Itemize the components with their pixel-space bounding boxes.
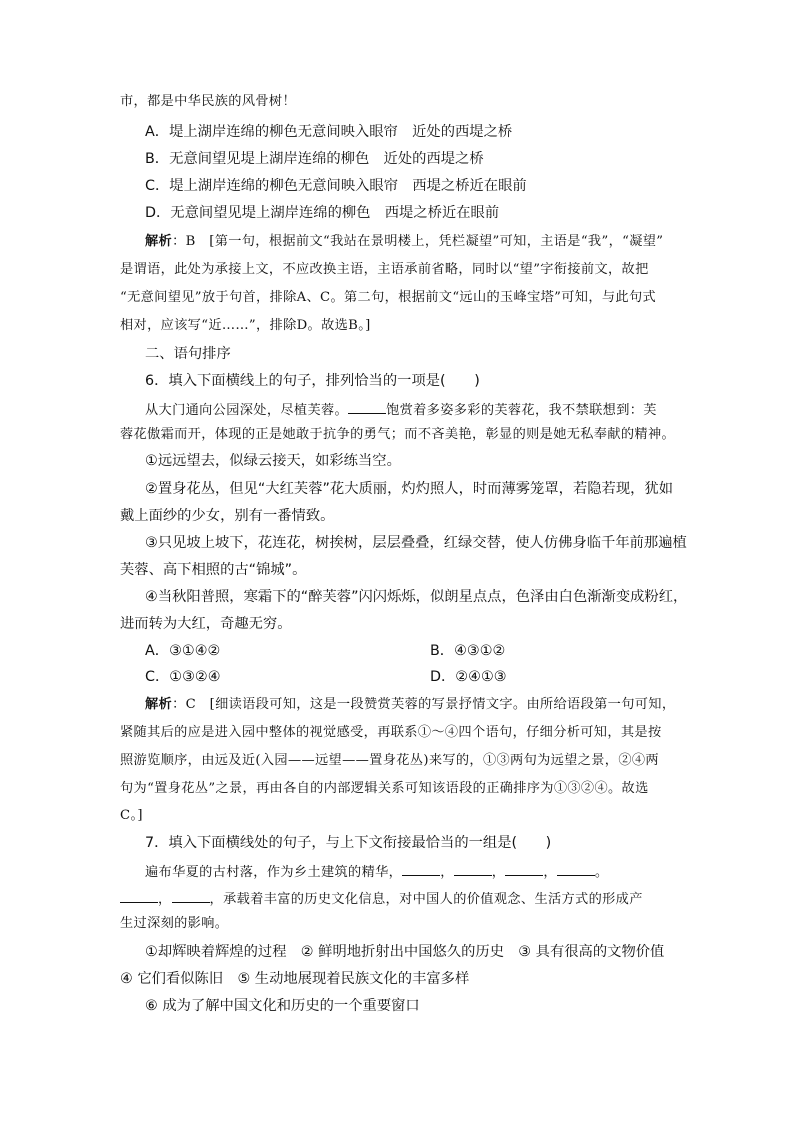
q6-item-2-cont: 戴上面纱的少女，别有一番情致。 — [120, 508, 335, 524]
q6-passage-line-1: 从大门通向公园深处，尽植芙蓉。 饱赏着多姿多彩的芙蓉花，我不禁联想到：芙 — [145, 399, 657, 421]
section-heading: 二、语句排序 — [145, 346, 231, 362]
q5-analysis-line-4: 相对，应该写“近……”，排除D。故选B。] — [120, 318, 371, 333]
fill-blank — [505, 861, 543, 876]
q6-item-4: ④当秋阳普照，寒霜下的“醉芙蓉”闪闪烁烁，似朗星点点，色泽由白色渐渐变成粉红， — [145, 589, 688, 605]
q6-analysis-line-2: 紧随其后的应是进入园中整体的视觉感受，再联系①～④四个语句，仔细分析可知，其是按 — [120, 725, 662, 740]
q6-item-4-cont: 进而转为大红，奇趣无穷。 — [120, 616, 292, 632]
q7-passage-line-1: 遍布华夏的古村落，作为乡土建筑的精华， ， ， ， 。 — [145, 861, 608, 883]
q5-option-b: B．无意间望见堤上湖岸连绵的柳色 近处的西堤之桥 — [145, 151, 484, 167]
analysis-label: 解析 — [145, 234, 173, 249]
q7-choices-line-3: ⑥ 成为了解中国文化和历史的一个重要窗口 — [145, 998, 420, 1014]
q7-passage-line-2: ， ，承载着丰富的历史文化信息，对中国人的价值观念、生活方式的形成产 — [120, 888, 643, 910]
fill-blank — [348, 399, 386, 414]
fill-blank — [402, 861, 440, 876]
q6-analysis-line-3: 照游览顺序，由远及近(入园——远望——置身花丛)来写的，①③两句为远望之景，②④两 — [120, 753, 659, 768]
q5-option-d: D．无意间望见堤上湖岸连绵的柳色 西堤之桥近在眼前 — [145, 205, 500, 221]
fill-blank — [557, 861, 595, 876]
q6-analysis-line-1: 解析：C [细读语段可知，这是一段赞赏芙蓉的写景抒情文字。由所给语段第一句可知， — [145, 697, 676, 712]
q6-analysis-line-4: 句为“置身花丛”之景，再由各自的内部逻辑关系可知该语段的正确排序为①③②④。故选 — [120, 781, 649, 796]
q5-analysis-line-2: 是谓语，此处为承接上文，不应改换主语，主语承前省略，同时以“望”字衔接前文，故把 — [120, 262, 649, 277]
continuation-line: 市，都是中华民族的风骨树！ — [120, 94, 296, 109]
q5-option-c: C．堤上湖岸连绵的柳色无意间映入眼帘 西堤之桥近在眼前 — [145, 178, 527, 194]
q6-item-1: ①远远望去，似绿云接天，如彩练当空。 — [145, 453, 401, 469]
q5-analysis-line-3: “无意间望见”放于句首，排除A、C。第二句，根据前文“远山的玉峰宝塔”可知，与此句式 — [120, 290, 657, 305]
q5-option-a: A．堤上湖岸连绵的柳色无意间映入眼帘 近处的西堤之桥 — [145, 124, 513, 140]
q6-item-3-cont: 芙蓉、高下相照的古“锦城”。 — [120, 562, 307, 578]
q7-passage-line-3: 生过深刻的影响。 — [120, 916, 229, 931]
q6-option-b: B．④③①② — [430, 643, 506, 659]
q6-item-3: ③只见坡上坡下，花连花，树挨树，层层叠叠，红绿交替，使人仿佛身临千年前那遍植 — [145, 535, 687, 551]
q6-passage-line-2: 蓉花傲霜而开，体现的正是她敢于抗争的勇气；而不吝美艳，彰显的则是她无私奉献的精神。 — [120, 427, 676, 442]
analysis-label: 解析 — [145, 697, 173, 712]
q6-option-a: A．③①④② — [145, 643, 221, 659]
q6-stem: 6．填入下面横线上的句子，排列恰当的一项是( ) — [145, 373, 480, 389]
q7-stem: 7．填入下面横线处的句子，与上下文衔接最恰当的一组是( ) — [145, 835, 552, 851]
fill-blank — [454, 861, 492, 876]
q6-option-d: D．②④①③ — [430, 669, 507, 685]
q6-item-2: ②置身花丛，但见“大红芙蓉”花大质丽，灼灼照人，时而薄雾笼罩，若隐若现，犹如 — [145, 481, 674, 497]
q6-analysis-line-5: C。] — [120, 808, 143, 823]
q5-analysis-line-1: 解析：B [第一句，根据前文“我站在景明楼上，凭栏凝望”可知，主语是“我”，“凝望” — [145, 234, 664, 249]
q7-choices-line-2: ④ 它们看似陈旧 ⑤ 生动地展现着民族文化的丰富多样 — [120, 971, 470, 987]
fill-blank — [120, 888, 158, 903]
fill-blank — [172, 888, 210, 903]
q7-choices-line-1: ①却辉映着辉煌的过程 ② 鲜明地折射出中国悠久的历史 ③ 具有很高的文物价值 — [145, 944, 665, 960]
q6-option-c: C．①③②④ — [145, 669, 221, 685]
